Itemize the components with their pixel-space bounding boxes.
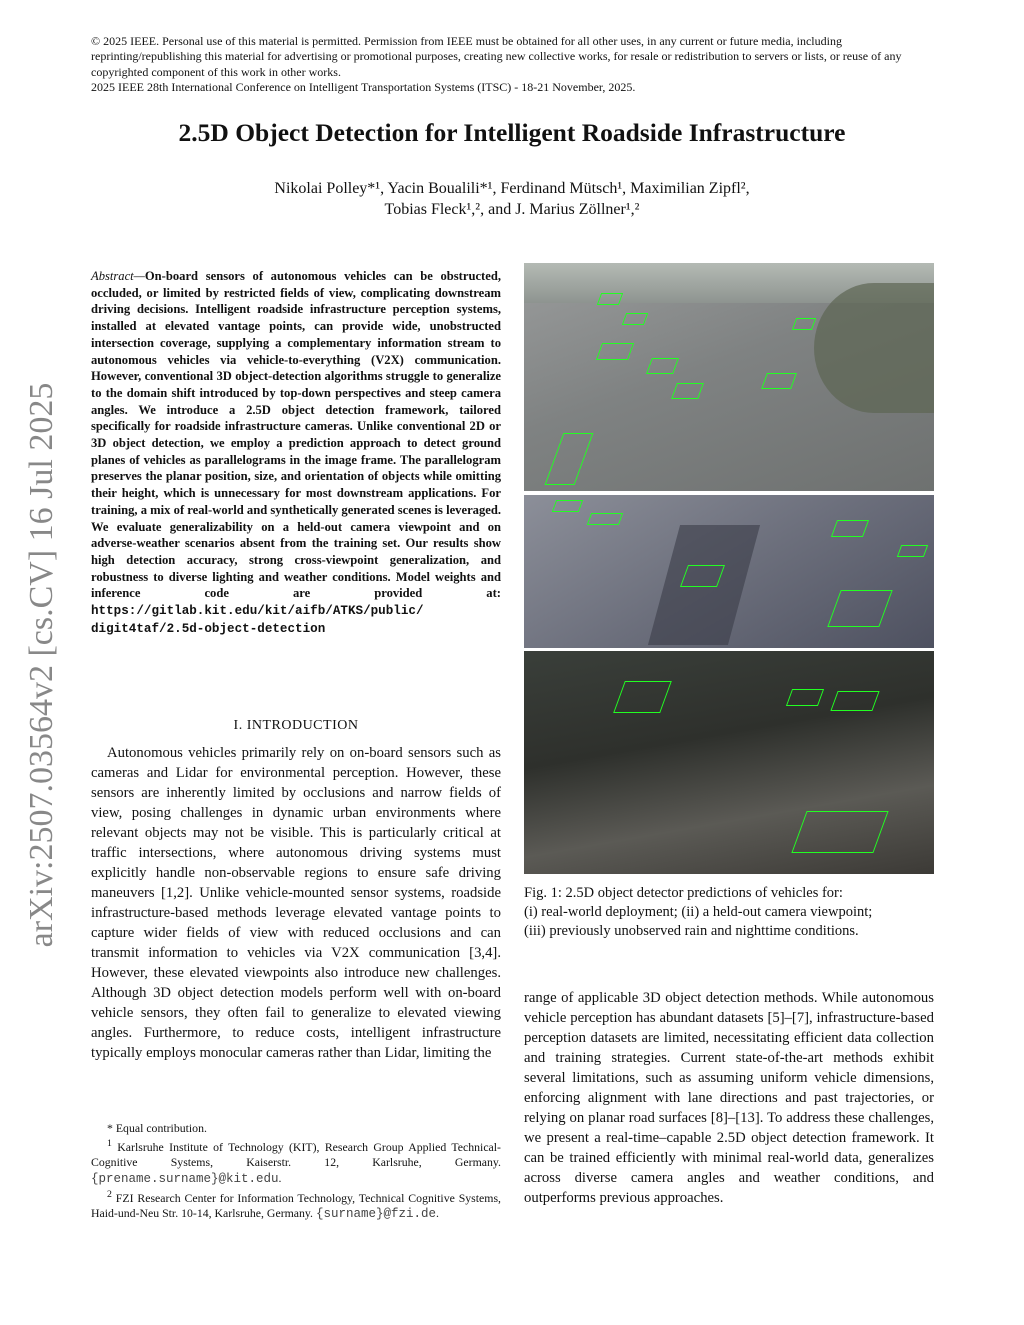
- footnotes: * Equal contribution. $^1$ Karlsruhe Institute of Technology (KIT), Research Group Applied Technical-Cognitive Systems, Kaiserstr. 12, Karlsruhe, Germany. {prename.surname}@kit.edu. $^2$ FZI Research Center for Information Technology, Technical Cognitive Systems, Haid-und-Neu Str. 10-14, Karlsruhe, Germany. {surname}@fzi.de.: [91, 1121, 501, 1221]
- caption-line: Fig. 1: 2.5D object detector predictions of vehicles for:: [524, 885, 843, 901]
- figure-caption: [524, 884, 936, 941]
- authors: [0, 178, 1024, 220]
- section-heading: I. INTRODUCTION: [233, 718, 359, 733]
- figure-panel-real-world: [524, 263, 934, 491]
- abstract: [91, 268, 501, 637]
- paper-title: 2.5D Object Detection for Intelligent Roadside Infrastructure: [178, 118, 846, 147]
- abstract-label: Abstract—: [91, 269, 145, 283]
- email: {surname}@fzi.de: [315, 1206, 436, 1221]
- figure-panel-rain-night: [524, 651, 934, 874]
- arxiv-identifier: arXiv:2507.03564v2 [cs.CV] 16 Jul 2025: [23, 382, 60, 948]
- authors-line: Nikolai Polley*¹, Yacin Boualili*¹, Ferdinand Mütsch¹, Maximilian Zipfl²,: [274, 180, 750, 197]
- intro-right-column: [524, 988, 934, 1208]
- conference-line: 2025 IEEE 28th International Conference on Intelligent Transportation Systems (ITSC) - 18-21 November, 2025.: [91, 79, 636, 94]
- authors-line: Tobias Fleck¹,², and J. Marius Zöllner¹,²: [384, 201, 640, 218]
- caption-line: (i) real-world deployment; (ii) a held-out camera viewpoint;: [524, 904, 873, 920]
- caption-line: (iii) previously unobserved rain and nighttime conditions.: [524, 923, 859, 939]
- copyright-text: © 2025 IEEE. Personal use of this material is permitted. Permission from IEEE must be obtained for all other uses, in any current or future media, including reprinting/republishing this material for advertising or promotional purposes, creating new collective works, for resale or redistribution to servers or lists, or reuse of any copyrighted component of this work in other works.: [91, 34, 902, 79]
- figure-panel-held-out-viewpoint: [524, 495, 934, 648]
- footnote: FZI Research Center for Information Technology, Technical Cognitive Systems, Haid-und-Neu Str. 10-14, Karlsruhe, Germany.: [91, 1190, 501, 1220]
- copyright-notice: [91, 34, 941, 95]
- code-link[interactable]: https://gitlab.kit.edu/kit/aifb/ATKS/public/ digit4taf/2.5d-object-detection: [91, 604, 424, 636]
- footnote: * Equal contribution.: [107, 1121, 207, 1135]
- intro-left-column: [91, 743, 501, 1063]
- paragraph: range of applicable 3D object detection methods. While autonomous vehicle perception has abundant datasets [5]–[7], infrastructure-based perception datasets are limited, necessitating efficient data collection and training strategies. Current state-of-the-art methods exhibit several limitations, such as assuming uniform vehicle dimensions, enforcing alignment with lane directions and past trajectories, or relying on planar road surfaces [8]–[13]. To address these challenges, we present a real-time–capable 2.5D object detection framework. It can be trained efficiently with minimal real-world data, generalizes across diverse camera angles and weather conditions, and outperforms previous approaches.: [524, 990, 934, 1206]
- email: {prename.surname}@kit.edu: [91, 1171, 279, 1186]
- footnote: Karlsruhe Institute of Technology (KIT), Research Group Applied Technical-Cognitive Systems, Kaiserstr. 12, Karlsruhe, Germany.: [91, 1140, 501, 1170]
- paragraph: Autonomous vehicles primarily rely on on-board sensors such as cameras and Lidar for environmental perception. However, these sensors are inherently limited by occlusions and narrow fields of view, posing challenges in dynamic urban environments where relevant objects may not be visible. This is particularly critical at traffic intersections, where autonomous driving systems must explicitly handle non-observable regions to ensure safe driving maneuvers [1,2]. Unlike vehicle-mounted sensor systems, roadside infrastructure-based methods leverage elevated vantage points to capture wider fields of view with reduced occlusions and can transmit information to vehicles via V2X communication [3,4]. However, these elevated viewpoints also introduce new challenges. Although 3D object detection models perform well with on-board vehicle sensors, they often fail to generalize to elevated viewing angles. Furthermore, to reduce costs, intelligent infrastructure typically employs monocular cameras rather than Lidar, limiting the: [91, 745, 501, 1061]
- abstract-text: On-board sensors of autonomous vehicles can be obstructed, occluded, or limited by restricted fields of view, complicating downstream driving decisions. Intelligent roadside infrastructure perception systems, installed at elevated vantage points, can provide wide, unobstructed intersection coverage, supplying a complementary information stream to autonomous vehicles via vehicle-to-everything (V2X) communication. However, conventional 3D object-detection algorithms struggle to generalize to the domain shift introduced by top-down perspectives and steep camera angles. We introduce a 2.5D object detection framework, tailored specifically for roadside infrastructure cameras. Unlike conventional 2D or 3D object detection, we employ a prediction approach to detect ground planes of vehicles as parallelograms in the image frame. The parallelogram preserves the planar position, size, and orientation of objects while omitting their height, which is unnecessary for most downstream applications. For training, a mix of real-world and synthetically generated scenes is leveraged. We evaluate generalizability on a held-out camera viewpoint and on adverse-weather scenarios absent from the training set. Our results show high detection accuracy, strong cross-viewpoint generalization, and robustness to diverse lighting and weather conditions. Model weights and inference code are provided at:: [91, 269, 501, 601]
